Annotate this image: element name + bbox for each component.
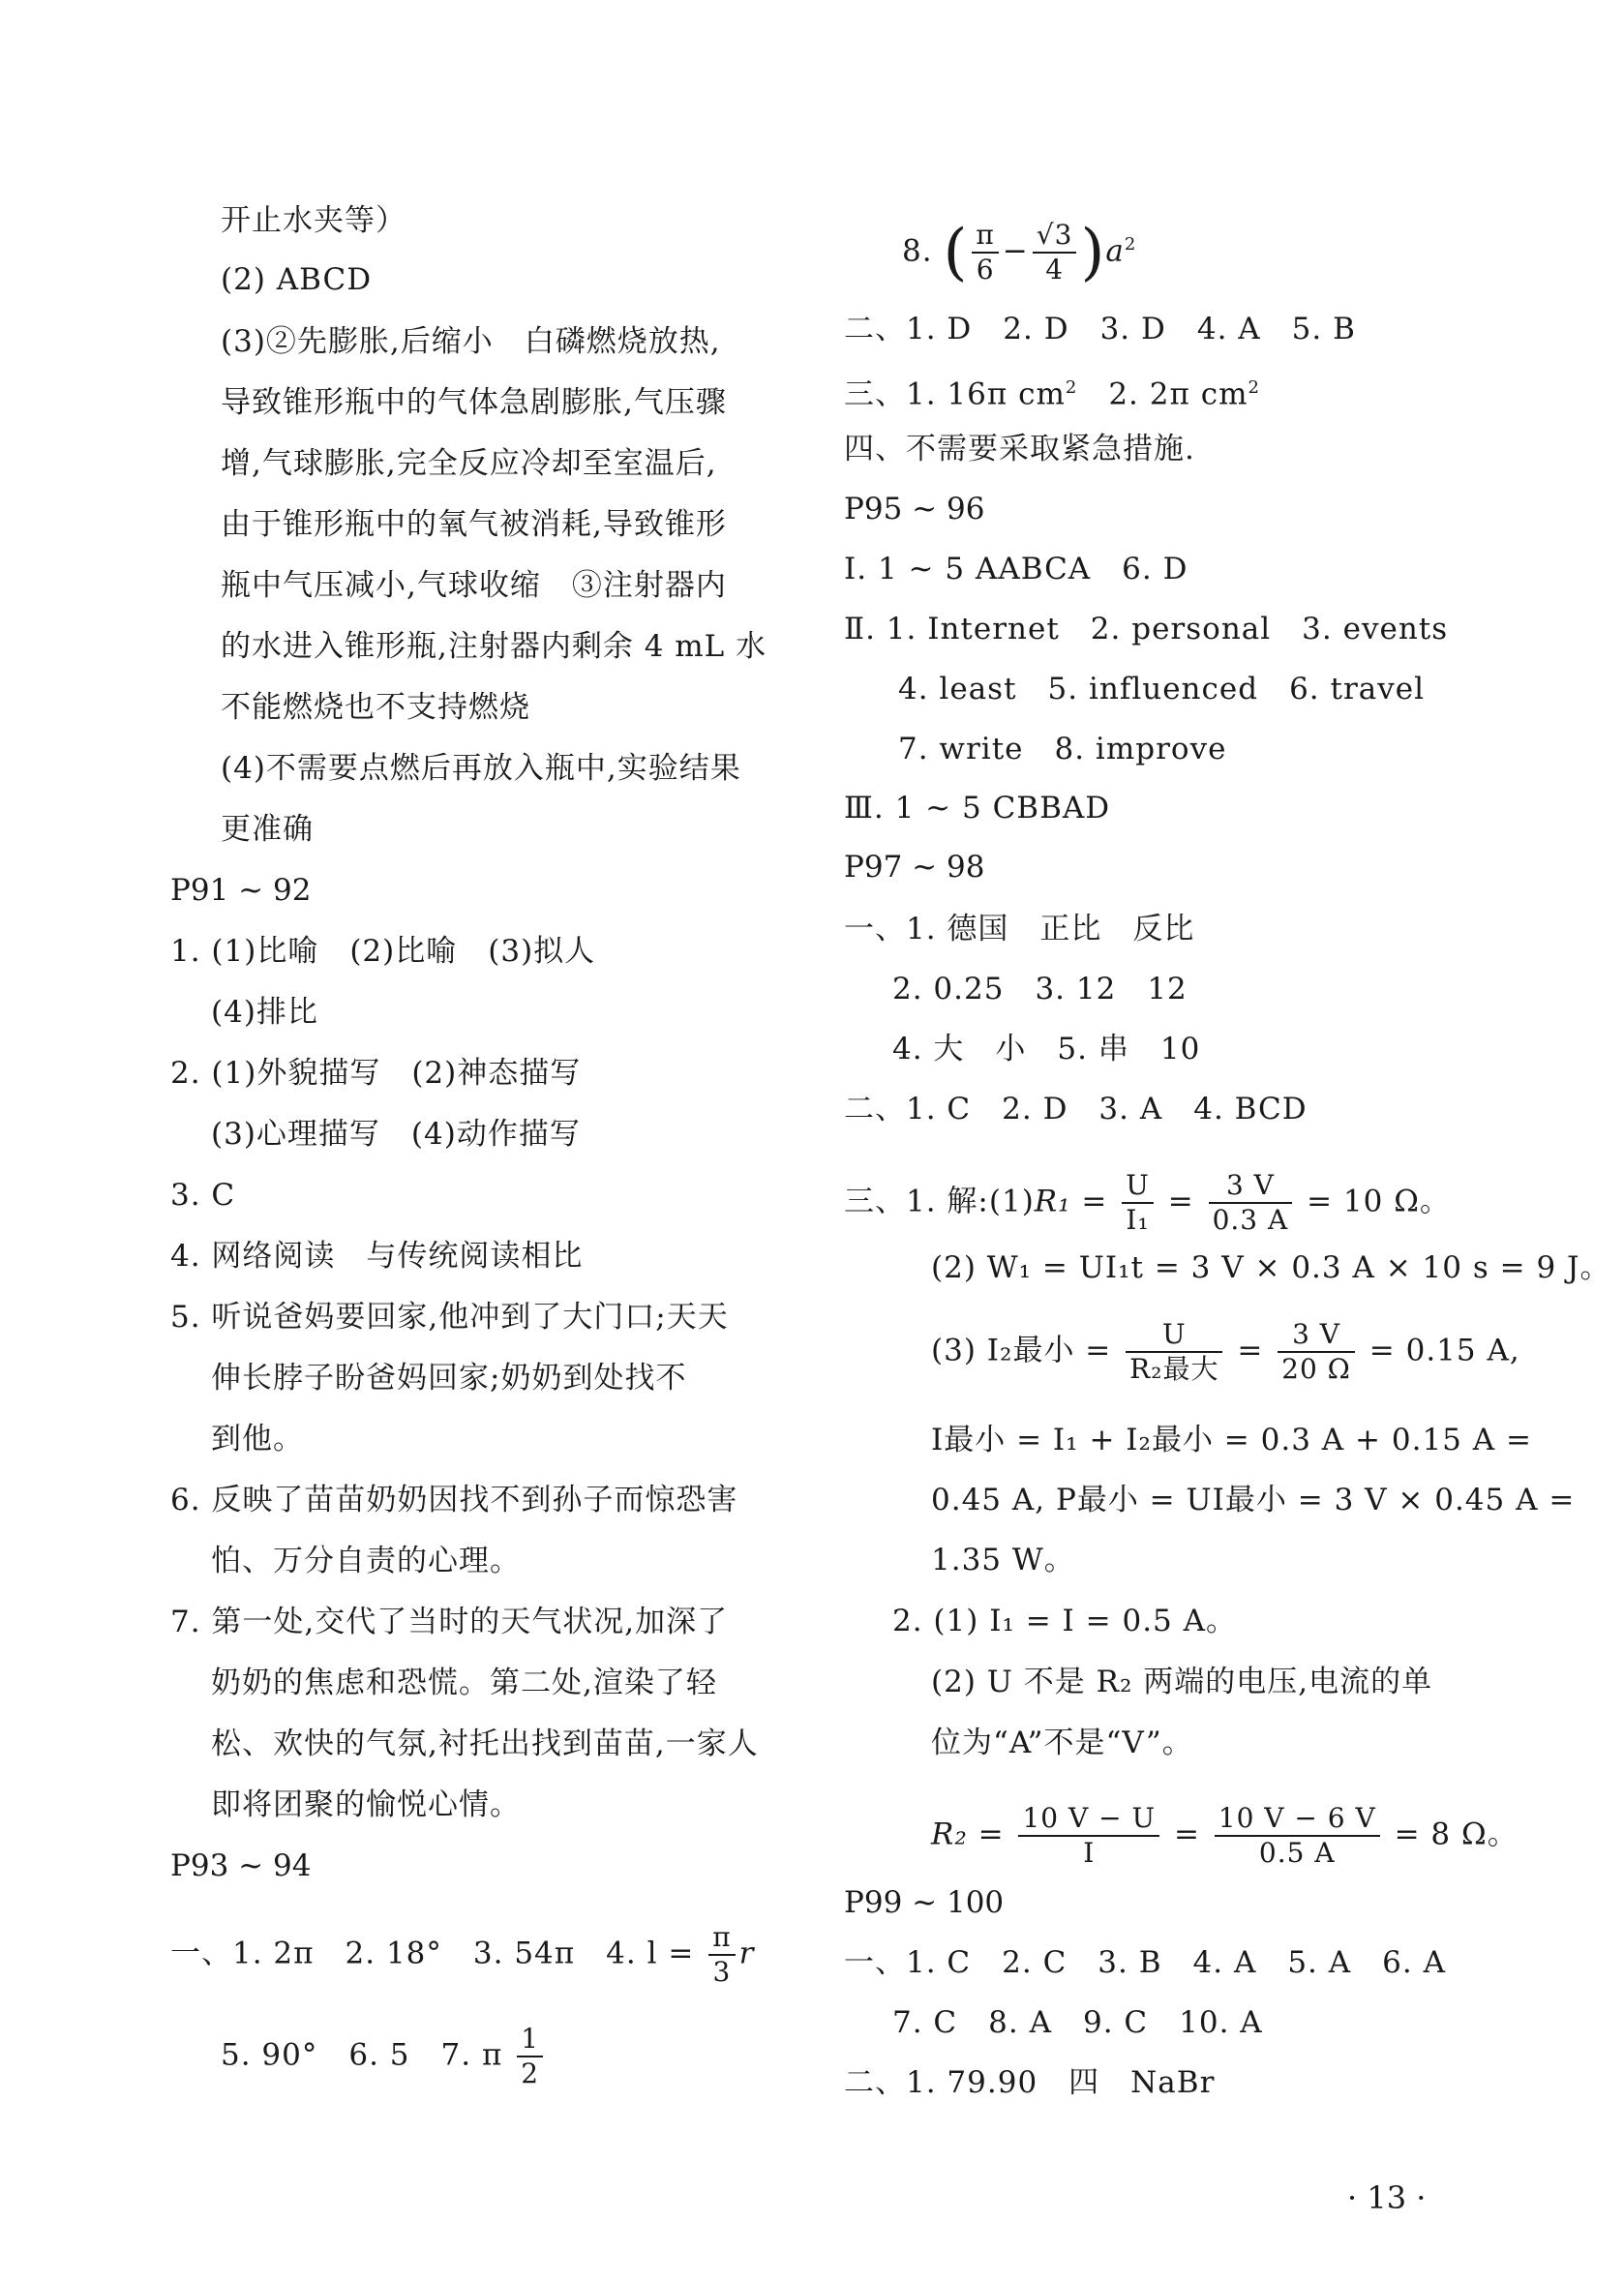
math-line (844, 1169, 1451, 1237)
section-header: P95 ~ 96 (844, 492, 985, 526)
fraction-denominator: 4 (1045, 254, 1065, 285)
text-line: (4)排比 (211, 995, 318, 1030)
text-line: 导致锥形瓶中的气体急剧膨胀,气压骤 (221, 385, 727, 420)
fraction-numerator: 1 (517, 2023, 543, 2057)
text-line: 到他。 (211, 1422, 304, 1456)
text-line: 6. 反映了苗苗奶奶因找不到孙子而惊恐害 (170, 1483, 738, 1517)
fraction (1122, 1169, 1154, 1237)
math-text: = 10 Ω。 (1307, 1184, 1451, 1219)
text-line: 2. 0.25 3. 12 12 (892, 972, 1188, 1006)
math-text: 5. 90° 6. 5 7. π (221, 2037, 503, 2073)
fraction (708, 1921, 735, 1989)
math-text: (3) I₂最小 = (931, 1333, 1112, 1368)
fraction-denominator: 0.3 A (1212, 1204, 1289, 1236)
text-line: 5. 听说爸妈要回家,他冲到了大门口;天天 (170, 1300, 729, 1335)
text-line: 更准确 (221, 812, 314, 847)
math-line: I最小 = I₁ + I₂最小 = 0.3 A + 0.15 A = (931, 1423, 1532, 1457)
math-line (902, 219, 1136, 286)
fraction (1209, 1169, 1293, 1237)
math-line: 2. (1) I₁ = I = 0.5 A。 (892, 1604, 1238, 1638)
text-line: (4)不需要点燃后再放入瓶中,实验结果 (221, 751, 741, 786)
text-line: Ⅱ. 1. Internet 2. personal 3. events (844, 612, 1449, 646)
text: 2. 2π cm (1077, 376, 1248, 412)
text-line: 伸长脖子盼爸妈回家;奶奶到处找不 (211, 1361, 687, 1396)
fraction-denominator: R₂最大 (1129, 1353, 1219, 1385)
text-line: 4. 大 小 5. 串 10 (892, 1032, 1201, 1066)
math-text: 8. (902, 233, 933, 269)
section-header: P99 ~ 100 (844, 1885, 1005, 1920)
math-line: 0.45 A, P最小 = UI最小 = 3 V × 0.45 A = (931, 1483, 1576, 1517)
fraction-denominator: 20 Ω (1281, 1353, 1351, 1385)
text-line: 二、1. C 2. D 3. A 4. BCD (844, 1092, 1308, 1126)
minus-sign: − (1002, 233, 1029, 269)
superscript: 2 (1124, 234, 1137, 255)
math-line (931, 1802, 1519, 1870)
fraction-numerator: U (1126, 1318, 1222, 1353)
equals-sign: = (1173, 1817, 1200, 1852)
text: 三、1. 16π cm (844, 376, 1066, 412)
text-line: 7. C 8. A 9. C 10. A (892, 2005, 1263, 2040)
fraction-numerator: π (708, 1921, 735, 1956)
math-variable: a (1105, 233, 1125, 269)
math-text: 三、1. 解:(1) (844, 1184, 1035, 1219)
text-line: 即将团聚的愉悦心情。 (211, 1787, 521, 1822)
equals-sign: = (1237, 1333, 1264, 1368)
text-line: 瓶中气压减小,气球收缩 ③注射器内 (221, 568, 727, 603)
text-line: 二、1. D 2. D 3. D 4. A 5. B (844, 312, 1356, 346)
fraction-numerator: 10 V − U (1018, 1802, 1159, 1837)
math-line: (2) W₁ = UI₁t = 3 V × 0.3 A × 10 s = 9 J。 (931, 1250, 1611, 1285)
text-line: 的水进入锥形瓶,注射器内剩余 4 mL 水 (221, 629, 767, 664)
text-line: 7. 第一处,交代了当时的天气状况,加深了 (170, 1605, 729, 1639)
text-line: (2) U 不是 R₂ 两端的电压,电流的单 (931, 1665, 1433, 1699)
text-line: 2. (1)外貌描写 (2)神态描写 (170, 1056, 582, 1091)
equals-sign: = (1167, 1184, 1194, 1219)
math-text: = 0.15 A, (1368, 1333, 1520, 1368)
fraction (972, 219, 998, 286)
text-line: Ⅲ. 1 ~ 5 CBBAD (844, 791, 1111, 826)
text-line: (3)②先膨胀,后缩小 白磷燃烧放热, (221, 324, 721, 359)
text-line: 一、1. C 2. C 3. B 4. A 5. A 6. A (844, 1945, 1446, 1980)
text-line: 怕、万分自责的心理。 (211, 1544, 521, 1578)
math-text: = 8 Ω。 (1394, 1817, 1519, 1852)
text-line: 由于锥形瓶中的氧气被消耗,导致锥形 (221, 507, 727, 542)
fraction-numerator: √3 (1033, 219, 1077, 254)
math-line (170, 1921, 754, 1989)
left-paren: ( (943, 217, 969, 288)
fraction (1126, 1318, 1222, 1386)
fraction (1018, 1802, 1159, 1870)
right-paren: ) (1080, 217, 1106, 288)
math-text: 一、1. 2π 2. 18° 3. 54π 4. l = (170, 1936, 695, 1971)
fraction (517, 2023, 543, 2090)
superscript: 2 (1248, 377, 1260, 398)
fraction-denominator: I₁ (1126, 1204, 1150, 1236)
math-line (931, 1318, 1520, 1386)
text-line: 奶奶的焦虑和恐慌。第二处,渲染了轻 (211, 1666, 717, 1700)
text-line: 7. write 8. improve (898, 732, 1227, 766)
fraction-numerator: 10 V − 6 V (1215, 1802, 1380, 1837)
section-header: P97 ~ 98 (844, 850, 985, 885)
section-header: P93 ~ 94 (170, 1848, 312, 1883)
text-line: 3. C (170, 1178, 236, 1213)
math-variable: r (738, 1936, 755, 1971)
text-line: Ⅰ. 1 ~ 5 AABCA 6. D (844, 552, 1188, 586)
section-header: P91 ~ 92 (170, 873, 312, 908)
text-line: 开止水夹等） (221, 203, 406, 238)
superscript: 2 (1065, 377, 1078, 398)
text-line: 1. (1)比喻 (2)比喻 (3)拟人 (170, 934, 596, 969)
text-line (844, 369, 1260, 413)
fraction (1033, 219, 1077, 286)
fraction-denominator: 6 (976, 254, 995, 285)
math-variable: R₂ = (931, 1817, 1005, 1852)
fraction-numerator: 3 V (1209, 1169, 1293, 1204)
fraction-denominator: I (1083, 1837, 1096, 1869)
fraction-numerator: π (972, 219, 998, 254)
text-line: (2) ABCD (221, 262, 373, 297)
fraction-denominator: 2 (521, 2057, 540, 2089)
text-line: 位为“A”不是“V”。 (931, 1726, 1193, 1760)
page-number: · 13 · (1347, 2179, 1427, 2216)
fraction-denominator: 3 (712, 1956, 732, 1988)
text-line: 4. least 5. influenced 6. travel (898, 672, 1426, 706)
math-line (221, 2023, 547, 2090)
fraction-numerator: 3 V (1278, 1318, 1355, 1353)
fraction (1215, 1802, 1380, 1870)
text-line: 不能燃烧也不支持燃烧 (221, 690, 530, 725)
text-line: 增,气球膨胀,完全反应冷却至室温后, (221, 446, 717, 481)
text-line: 4. 网络阅读 与传统阅读相比 (170, 1239, 584, 1274)
text-line: (3)心理描写 (4)动作描写 (211, 1117, 581, 1152)
fraction-numerator: U (1122, 1169, 1154, 1204)
text-line: 二、1. 79.90 四 NaBr (844, 2065, 1216, 2100)
math-variable: R₁ = (1034, 1184, 1108, 1219)
text-line: 四、不需要采取紧急措施. (844, 432, 1195, 466)
text-line: 松、欢快的气氛,衬托出找到苗苗,一家人 (211, 1727, 759, 1761)
math-line: 1.35 W。 (931, 1543, 1075, 1577)
fraction (1278, 1318, 1355, 1386)
text-line: 一、1. 德国 正比 反比 (844, 912, 1195, 946)
fraction-denominator: 0.5 A (1258, 1837, 1336, 1869)
